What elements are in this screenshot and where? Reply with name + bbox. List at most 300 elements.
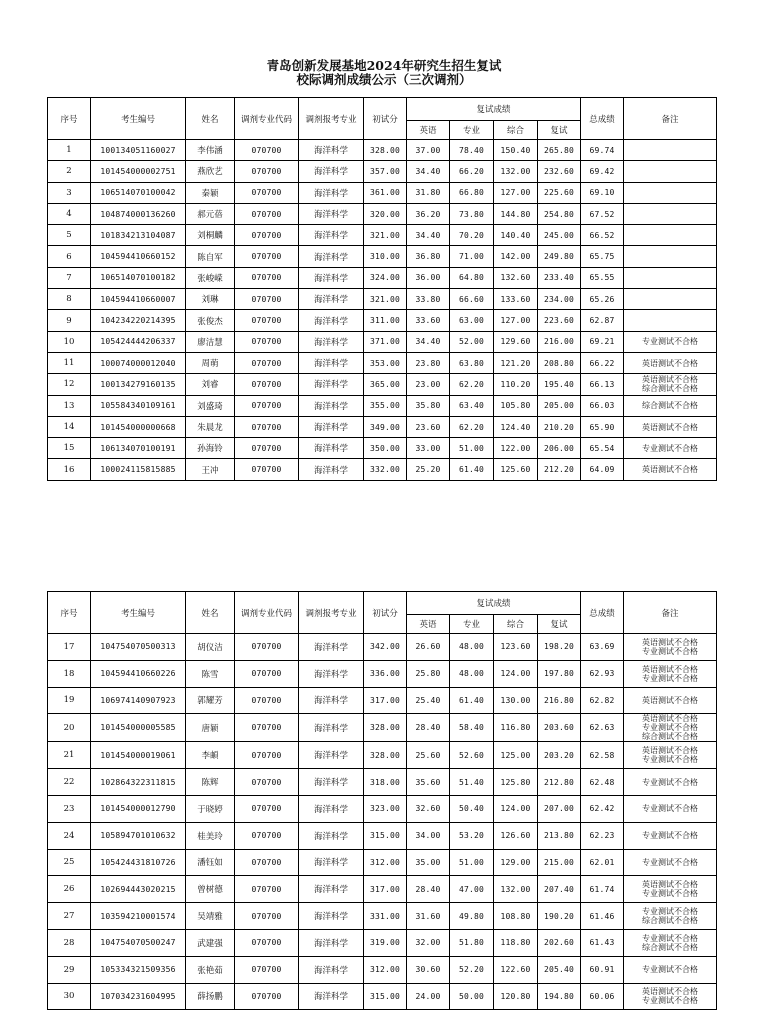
cell-total: 62.58 — [581, 742, 624, 769]
header-comprehensive: 综合 — [494, 615, 538, 634]
cell-english: 28.40 — [407, 714, 450, 742]
cell-retest: 249.80 — [538, 246, 581, 267]
cell-exam-no: 105894701010632 — [91, 822, 186, 849]
cell-professional: 51.40 — [450, 769, 494, 796]
cell-major: 海洋科学 — [299, 714, 364, 742]
cell-retest: 207.00 — [538, 795, 581, 822]
cell-initial: 365.00 — [364, 374, 407, 395]
cell-exam-no: 101454000012790 — [91, 795, 186, 822]
cell-total: 67.52 — [581, 203, 624, 224]
header-retest-group: 复试成绩 — [407, 592, 581, 615]
cell-retest: 195.40 — [538, 374, 581, 395]
cell-comprehensive: 125.60 — [494, 459, 538, 480]
cell-professional: 61.40 — [450, 459, 494, 480]
cell-remark — [624, 849, 717, 876]
cell-comprehensive: 122.00 — [494, 438, 538, 459]
cell-comprehensive: 125.80 — [494, 769, 538, 796]
cell-english: 36.20 — [407, 203, 450, 224]
remark-line: 专业测试不合格 — [642, 933, 699, 943]
cell-remark — [624, 352, 717, 373]
cell-remark — [624, 438, 717, 459]
cell-exam-no: 105424444206337 — [91, 331, 186, 352]
cell-index: 4 — [48, 203, 91, 224]
cell-english: 34.00 — [407, 822, 450, 849]
cell-english: 34.40 — [407, 225, 450, 246]
header-remark: 备注 — [624, 592, 717, 634]
cell-professional: 62.20 — [450, 416, 494, 437]
cell-english: 35.60 — [407, 769, 450, 796]
cell-total: 65.55 — [581, 267, 624, 288]
cell-remark — [624, 331, 717, 352]
cell-retest: 245.00 — [538, 225, 581, 246]
header-major-code: 调剂专业代码 — [235, 592, 299, 634]
cell-exam-no: 103594210001574 — [91, 903, 186, 930]
cell-major: 海洋科学 — [299, 660, 364, 687]
cell-name: 燕欣艺 — [186, 161, 235, 182]
cell-professional: 47.00 — [450, 876, 494, 903]
cell-remark — [624, 634, 717, 661]
header-remark: 备注 — [624, 98, 717, 140]
cell-total: 66.13 — [581, 374, 624, 395]
cell-index: 23 — [48, 795, 91, 822]
table-row — [48, 438, 717, 459]
cell-remark — [624, 983, 717, 1010]
cell-index: 1 — [48, 140, 91, 161]
cell-index: 22 — [48, 769, 91, 796]
cell-major-code: 070700 — [235, 849, 299, 876]
table-row — [48, 929, 717, 956]
cell-total: 66.52 — [581, 225, 624, 246]
cell-total: 66.03 — [581, 395, 624, 416]
cell-comprehensive: 129.60 — [494, 331, 538, 352]
cell-remark — [624, 203, 717, 224]
table-row — [48, 395, 717, 416]
cell-name: 李伟涵 — [186, 140, 235, 161]
table-body-1 — [48, 140, 717, 481]
table-row — [48, 459, 717, 480]
cell-name: 曾树德 — [186, 876, 235, 903]
cell-total: 62.23 — [581, 822, 624, 849]
cell-remark — [624, 225, 717, 246]
cell-total: 61.43 — [581, 929, 624, 956]
cell-major-code: 070700 — [235, 687, 299, 714]
cell-major-code: 070700 — [235, 246, 299, 267]
cell-major-code: 070700 — [235, 769, 299, 796]
header-exam-no: 考生编号 — [91, 98, 186, 140]
cell-major: 海洋科学 — [299, 929, 364, 956]
remark-line: 英语测试不合格 — [642, 465, 699, 475]
cell-major: 海洋科学 — [299, 769, 364, 796]
cell-major: 海洋科学 — [299, 395, 364, 416]
cell-exam-no: 102864322311815 — [91, 769, 186, 796]
cell-index: 11 — [48, 352, 91, 373]
remark-line: 英语测试不合格 — [642, 880, 699, 890]
cell-major: 海洋科学 — [299, 983, 364, 1010]
cell-major-code: 070700 — [235, 438, 299, 459]
cell-total: 60.91 — [581, 956, 624, 983]
cell-index: 8 — [48, 289, 91, 310]
cell-major: 海洋科学 — [299, 374, 364, 395]
cell-comprehensive: 129.00 — [494, 849, 538, 876]
cell-major-code: 070700 — [235, 714, 299, 742]
cell-name: 李頔 — [186, 742, 235, 769]
table-row — [48, 876, 717, 903]
cell-remark — [624, 769, 717, 796]
cell-professional: 78.40 — [450, 140, 494, 161]
cell-remark — [624, 140, 717, 161]
cell-remark — [624, 714, 717, 742]
cell-name: 刘盛琦 — [186, 395, 235, 416]
cell-total: 62.42 — [581, 795, 624, 822]
cell-retest: 213.80 — [538, 822, 581, 849]
cell-exam-no: 106134070100191 — [91, 438, 186, 459]
cell-professional: 50.00 — [450, 983, 494, 1010]
cell-initial: 317.00 — [364, 876, 407, 903]
cell-total: 64.09 — [581, 459, 624, 480]
cell-remark — [624, 182, 717, 203]
cell-english: 33.80 — [407, 289, 450, 310]
cell-comprehensive: 130.00 — [494, 687, 538, 714]
remark-line: 综合测试不合格 — [642, 384, 699, 394]
cell-major: 海洋科学 — [299, 246, 364, 267]
cell-name: 张俊杰 — [186, 310, 235, 331]
cell-name: 陈雪 — [186, 660, 235, 687]
cell-total: 62.87 — [581, 310, 624, 331]
remark-line: 专业测试不合格 — [642, 831, 699, 841]
cell-english: 36.80 — [407, 246, 450, 267]
cell-english: 30.60 — [407, 956, 450, 983]
cell-exam-no: 100074000012040 — [91, 352, 186, 373]
remark-line: 英语测试不合格 — [642, 714, 699, 724]
cell-name: 郭耀芳 — [186, 687, 235, 714]
cell-exam-no: 104594410660152 — [91, 246, 186, 267]
cell-major-code: 070700 — [235, 395, 299, 416]
cell-major: 海洋科学 — [299, 742, 364, 769]
cell-retest: 190.20 — [538, 903, 581, 930]
cell-exam-no: 100134051160027 — [91, 140, 186, 161]
cell-comprehensive: 120.80 — [494, 983, 538, 1010]
cell-initial: 328.00 — [364, 742, 407, 769]
cell-exam-no: 104594410660007 — [91, 289, 186, 310]
cell-exam-no: 104594410660226 — [91, 660, 186, 687]
cell-total: 69.21 — [581, 331, 624, 352]
cell-professional: 63.00 — [450, 310, 494, 331]
cell-remark — [624, 161, 717, 182]
cell-english: 24.00 — [407, 983, 450, 1010]
cell-major: 海洋科学 — [299, 687, 364, 714]
cell-exam-no: 106514070100042 — [91, 182, 186, 203]
cell-professional: 70.20 — [450, 225, 494, 246]
cell-retest: 205.00 — [538, 395, 581, 416]
cell-initial: 371.00 — [364, 331, 407, 352]
cell-major: 海洋科学 — [299, 876, 364, 903]
cell-name: 张艳茹 — [186, 956, 235, 983]
table-row — [48, 289, 717, 310]
cell-professional: 64.80 — [450, 267, 494, 288]
cell-major: 海洋科学 — [299, 352, 364, 373]
cell-major-code: 070700 — [235, 352, 299, 373]
remark-line: 英语测试不合格 — [642, 375, 699, 385]
cell-english: 23.80 — [407, 352, 450, 373]
cell-initial: 357.00 — [364, 161, 407, 182]
remark-line: 英语测试不合格 — [642, 746, 699, 756]
cell-index: 18 — [48, 660, 91, 687]
cell-comprehensive: 133.60 — [494, 289, 538, 310]
cell-initial: 350.00 — [364, 438, 407, 459]
cell-name: 朱晨龙 — [186, 416, 235, 437]
cell-total: 69.10 — [581, 182, 624, 203]
header-total: 总成绩 — [581, 592, 624, 634]
cell-major-code: 070700 — [235, 267, 299, 288]
cell-total: 60.06 — [581, 983, 624, 1010]
cell-retest: 194.80 — [538, 983, 581, 1010]
cell-comprehensive: 142.00 — [494, 246, 538, 267]
cell-name: 刘睿 — [186, 374, 235, 395]
cell-name: 于晓婷 — [186, 795, 235, 822]
cell-initial: 318.00 — [364, 769, 407, 796]
cell-exam-no: 104754070500313 — [91, 634, 186, 661]
cell-professional: 73.80 — [450, 203, 494, 224]
cell-initial: 315.00 — [364, 983, 407, 1010]
cell-name: 廖洁慧 — [186, 331, 235, 352]
table-row — [48, 956, 717, 983]
cell-exam-no: 101454000000668 — [91, 416, 186, 437]
cell-initial: 361.00 — [364, 182, 407, 203]
cell-major: 海洋科学 — [299, 140, 364, 161]
cell-comprehensive: 123.60 — [494, 634, 538, 661]
cell-comprehensive: 118.80 — [494, 929, 538, 956]
cell-english: 23.60 — [407, 416, 450, 437]
cell-initial: 336.00 — [364, 660, 407, 687]
cell-index: 6 — [48, 246, 91, 267]
cell-retest: 254.80 — [538, 203, 581, 224]
header-retest: 复试 — [538, 615, 581, 634]
cell-major: 海洋科学 — [299, 289, 364, 310]
cell-major-code: 070700 — [235, 140, 299, 161]
cell-comprehensive: 132.00 — [494, 876, 538, 903]
cell-exam-no: 101454000019061 — [91, 742, 186, 769]
table-row — [48, 203, 717, 224]
cell-major: 海洋科学 — [299, 822, 364, 849]
cell-remark — [624, 929, 717, 956]
cell-initial: 353.00 — [364, 352, 407, 373]
remark-line: 专业测试不合格 — [642, 996, 699, 1006]
cell-index: 17 — [48, 634, 91, 661]
cell-major: 海洋科学 — [299, 310, 364, 331]
cell-major-code: 070700 — [235, 459, 299, 480]
header-major: 调剂报考专业 — [299, 592, 364, 634]
results-table-1 — [47, 97, 717, 481]
cell-comprehensive: 140.40 — [494, 225, 538, 246]
header-name: 姓名 — [186, 98, 235, 140]
remark-line: 英语测试不合格 — [642, 637, 699, 647]
cell-index: 29 — [48, 956, 91, 983]
header-retest: 复试 — [538, 121, 581, 140]
cell-professional: 49.80 — [450, 903, 494, 930]
cell-initial: 342.00 — [364, 634, 407, 661]
cell-retest: 225.60 — [538, 182, 581, 203]
cell-retest: 234.00 — [538, 289, 581, 310]
cell-major-code: 070700 — [235, 416, 299, 437]
header-initial: 初试分 — [364, 592, 407, 634]
cell-remark — [624, 416, 717, 437]
results-table-2 — [47, 591, 717, 1010]
cell-name: 孙海铃 — [186, 438, 235, 459]
cell-retest: 207.40 — [538, 876, 581, 903]
cell-comprehensive: 150.40 — [494, 140, 538, 161]
cell-index: 30 — [48, 983, 91, 1010]
cell-comprehensive: 124.00 — [494, 795, 538, 822]
cell-major: 海洋科学 — [299, 267, 364, 288]
cell-major: 海洋科学 — [299, 416, 364, 437]
cell-english: 31.80 — [407, 182, 450, 203]
cell-major-code: 070700 — [235, 742, 299, 769]
cell-index: 2 — [48, 161, 91, 182]
cell-index: 7 — [48, 267, 91, 288]
cell-name: 刘琳 — [186, 289, 235, 310]
table-row — [48, 267, 717, 288]
cell-comprehensive: 132.00 — [494, 161, 538, 182]
table-row — [48, 983, 717, 1010]
remark-line: 专业测试不合格 — [642, 723, 699, 733]
cell-total: 62.93 — [581, 660, 624, 687]
cell-major-code: 070700 — [235, 161, 299, 182]
remark-line: 英语测试不合格 — [642, 664, 699, 674]
cell-comprehensive: 124.00 — [494, 660, 538, 687]
cell-exam-no: 105334321509356 — [91, 956, 186, 983]
cell-english: 25.40 — [407, 687, 450, 714]
cell-retest: 203.60 — [538, 714, 581, 742]
remark-line: 综合测试不合格 — [642, 401, 699, 411]
cell-initial: 324.00 — [364, 267, 407, 288]
cell-index: 25 — [48, 849, 91, 876]
cell-major: 海洋科学 — [299, 459, 364, 480]
cell-professional: 66.60 — [450, 289, 494, 310]
cell-total: 61.46 — [581, 903, 624, 930]
cell-initial: 323.00 — [364, 795, 407, 822]
table-row — [48, 795, 717, 822]
cell-comprehensive: 108.80 — [494, 903, 538, 930]
cell-remark — [624, 742, 717, 769]
cell-remark — [624, 310, 717, 331]
cell-major: 海洋科学 — [299, 203, 364, 224]
remark-line: 专业测试不合格 — [642, 889, 699, 899]
cell-comprehensive: 124.40 — [494, 416, 538, 437]
table-row — [48, 352, 717, 373]
cell-initial: 328.00 — [364, 140, 407, 161]
cell-initial: 317.00 — [364, 687, 407, 714]
cell-remark — [624, 956, 717, 983]
remark-line: 专业测试不合格 — [642, 755, 699, 765]
cell-professional: 66.20 — [450, 161, 494, 182]
cell-name: 陈辉 — [186, 769, 235, 796]
cell-major: 海洋科学 — [299, 634, 364, 661]
cell-index: 5 — [48, 225, 91, 246]
cell-comprehensive: 105.80 — [494, 395, 538, 416]
cell-english: 33.00 — [407, 438, 450, 459]
cell-total: 61.74 — [581, 876, 624, 903]
cell-initial: 320.00 — [364, 203, 407, 224]
cell-english: 34.40 — [407, 161, 450, 182]
cell-remark — [624, 903, 717, 930]
cell-name: 陈自军 — [186, 246, 235, 267]
table-body-2 — [48, 634, 717, 1010]
cell-name: 周萌 — [186, 352, 235, 373]
cell-exam-no: 101834213104087 — [91, 225, 186, 246]
cell-exam-no: 106974140907923 — [91, 687, 186, 714]
cell-index: 26 — [48, 876, 91, 903]
remark-line: 专业测试不合格 — [642, 777, 699, 787]
cell-name: 薛扬鹏 — [186, 983, 235, 1010]
cell-professional: 53.20 — [450, 822, 494, 849]
cell-name: 张峻嵘 — [186, 267, 235, 288]
header-professional: 专业 — [450, 615, 494, 634]
remark-line: 综合测试不合格 — [642, 942, 699, 952]
cell-professional: 52.20 — [450, 956, 494, 983]
cell-total: 66.22 — [581, 352, 624, 373]
table-row — [48, 742, 717, 769]
cell-comprehensive: 121.20 — [494, 352, 538, 373]
cell-remark — [624, 459, 717, 480]
header-index: 序号 — [48, 592, 91, 634]
cell-retest: 215.00 — [538, 849, 581, 876]
cell-remark — [624, 267, 717, 288]
cell-english: 32.00 — [407, 929, 450, 956]
remark-line: 综合测试不合格 — [642, 916, 699, 926]
cell-major-code: 070700 — [235, 310, 299, 331]
cell-exam-no: 104874000136260 — [91, 203, 186, 224]
table-row — [48, 416, 717, 437]
cell-professional: 52.00 — [450, 331, 494, 352]
cell-retest: 206.00 — [538, 438, 581, 459]
header-major: 调剂报考专业 — [299, 98, 364, 140]
table-row — [48, 140, 717, 161]
cell-exam-no: 105424431810726 — [91, 849, 186, 876]
cell-comprehensive: 125.00 — [494, 742, 538, 769]
cell-remark — [624, 289, 717, 310]
cell-initial: 315.00 — [364, 822, 407, 849]
cell-remark — [624, 395, 717, 416]
cell-major-code: 070700 — [235, 929, 299, 956]
cell-initial: 355.00 — [364, 395, 407, 416]
cell-index: 28 — [48, 929, 91, 956]
cell-name: 胡仪洁 — [186, 634, 235, 661]
table-row — [48, 310, 717, 331]
remark-line: 英语测试不合格 — [642, 987, 699, 997]
cell-name: 吴靖雅 — [186, 903, 235, 930]
cell-english: 25.80 — [407, 660, 450, 687]
cell-major-code: 070700 — [235, 876, 299, 903]
cell-professional: 51.80 — [450, 929, 494, 956]
cell-major-code: 070700 — [235, 795, 299, 822]
header-comprehensive: 综合 — [494, 121, 538, 140]
cell-retest: 202.60 — [538, 929, 581, 956]
table-row — [48, 714, 717, 742]
table-row — [48, 687, 717, 714]
cell-english: 25.60 — [407, 742, 450, 769]
cell-major-code: 070700 — [235, 983, 299, 1010]
cell-initial: 321.00 — [364, 225, 407, 246]
cell-major-code: 070700 — [235, 660, 299, 687]
cell-total: 65.75 — [581, 246, 624, 267]
header-major-code: 调剂专业代码 — [235, 98, 299, 140]
cell-index: 12 — [48, 374, 91, 395]
header-english: 英语 — [407, 121, 450, 140]
cell-comprehensive: 116.80 — [494, 714, 538, 742]
cell-professional: 50.40 — [450, 795, 494, 822]
cell-retest: 208.80 — [538, 352, 581, 373]
cell-remark — [624, 795, 717, 822]
